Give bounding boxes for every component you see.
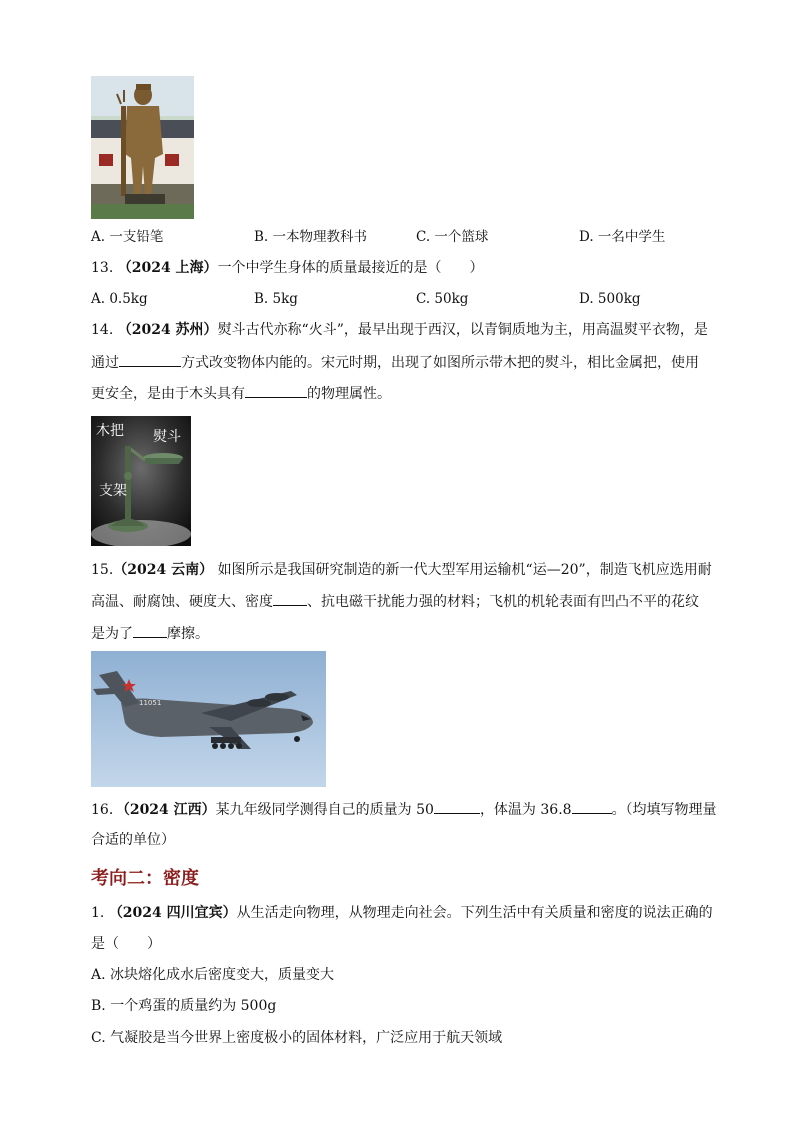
d1-option-c: C. 气凝胶是当今世界上密度极小的固体材料，广泛应用于航天领域 <box>91 1030 503 1046</box>
q13-option-b: B. 5kg <box>254 291 298 307</box>
plane-photo <box>91 651 326 787</box>
q14-text-3b: 的物理属性。 <box>307 386 391 402</box>
q13-option-c: C. 50kg <box>416 291 469 307</box>
q16-text-1c: 。（均填写物理量 <box>611 802 717 818</box>
q13-source: （2024 上海） <box>117 260 218 276</box>
q12-option-c: C. 一个篮球 <box>416 229 489 245</box>
statue-photo <box>91 76 194 219</box>
d1-source: （2024 四川宜宾） <box>108 905 237 921</box>
d1-option-b: B. 一个鸡蛋的质量约为 500g <box>91 998 277 1014</box>
q15-text-1: 如图所示是我国研究制造的新一代大型军用运输机“运—20”，制造飞机应选用耐 <box>217 562 712 578</box>
q14-blank-2[interactable] <box>245 383 307 398</box>
q14-text-1: 熨斗古代亦称“火斗”，最早出现于西汉，以青铜质地为主，用高温熨平衣物，是 <box>217 322 708 338</box>
q12-option-b: B. 一本物理教科书 <box>254 229 368 245</box>
q16-blank-2[interactable] <box>572 799 612 814</box>
q16-number: 16． <box>91 802 123 818</box>
q14-line-1 <box>91 320 708 340</box>
q15-line-2 <box>91 591 699 612</box>
q15-line-3 <box>91 623 209 644</box>
q16-text-1a: 某九年级同学测得自己的质量为 50 <box>215 802 434 818</box>
q13-number: 13. <box>91 260 114 276</box>
plane-number: 11051 <box>139 699 162 707</box>
d1-option-a: A. 冰块熔化成水后密度变大，质量变大 <box>91 967 335 983</box>
figure-label-stand: 支架 <box>99 483 127 499</box>
q15-blank-2[interactable] <box>133 623 167 638</box>
q16-line-2: 合适的单位） <box>91 832 175 848</box>
q16-source: （2024 江西） <box>122 802 216 818</box>
q16-blank-1[interactable] <box>434 799 480 814</box>
d1-line-2: 是（ ） <box>91 936 161 952</box>
q14-text-2b: 方式改变物体内能的。宋元时期，出现了如图所示带木把的熨斗，相比金属把，使用 <box>181 355 699 371</box>
q15-source: （2024 云南） <box>113 562 214 578</box>
q14-line-2 <box>91 352 699 373</box>
q14-text-2a: 通过 <box>91 355 119 371</box>
d1-number: 1. <box>91 905 105 921</box>
section-heading: 考向二：密度 <box>91 868 199 889</box>
q14-source: （2024 苏州） <box>117 322 218 338</box>
q12-option-a: A. 一支铅笔 <box>91 229 164 245</box>
q16-text-1b: ，体温为 36.8 <box>479 802 572 818</box>
q15-line-1 <box>91 560 712 580</box>
d1-line-1 <box>91 903 713 923</box>
q15-text-2a: 高温、耐腐蚀、硬度大、密度 <box>91 594 273 610</box>
q14-number: 14. <box>91 322 114 338</box>
figure-label-wooden-handle: 木把 <box>96 423 124 439</box>
q15-text-3a: 是为了 <box>91 626 133 642</box>
q13-stem <box>91 258 484 278</box>
q14-blank-1[interactable] <box>119 352 181 367</box>
q15-blank-1[interactable] <box>273 591 307 606</box>
q12-option-d: D. 一名中学生 <box>579 229 666 245</box>
d1-text-1: 从生活走向物理，从物理走向社会。下列生活中有关质量和密度的说法正确的 <box>236 905 713 921</box>
q16-line-1 <box>91 799 717 820</box>
q14-line-3 <box>91 383 391 404</box>
q13-option-d: D. 500kg <box>579 291 641 307</box>
q15-number: 15. <box>91 562 114 578</box>
iron-photo <box>91 416 191 546</box>
q15-text-3b: 摩擦。 <box>167 626 209 642</box>
q13-option-a: A. 0.5kg <box>91 291 148 307</box>
q15-text-2b: 、抗电磁干扰能力强的材料；飞机的机轮表面有凹凸不平的花纹 <box>307 594 699 610</box>
figure-label-iron: 熨斗 <box>153 429 181 445</box>
q13-text: 一个中学生身体的质量最接近的是（ ） <box>217 260 484 276</box>
q14-text-3a: 更安全，是由于木头具有 <box>91 386 245 402</box>
